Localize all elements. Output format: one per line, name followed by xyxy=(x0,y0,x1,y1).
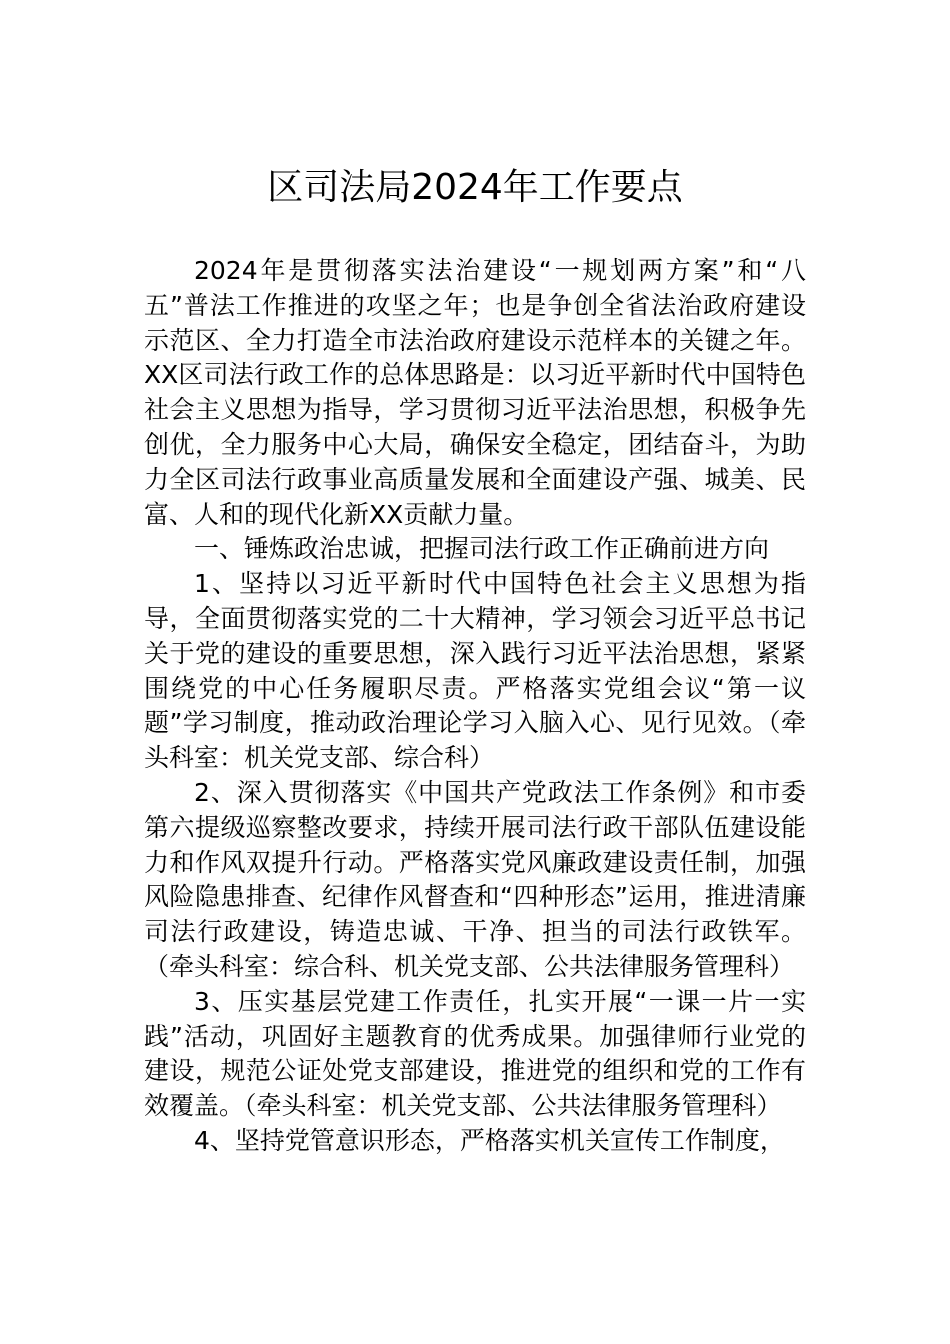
intro-paragraph: 2024年是贯彻落实法治建设“一规划两方案”和“八五”普法工作推进的攻坚之年；也是争创全省法治政府建设示范区、全力打造全市法治政府建设示范样本的关键之年。XX区司法行政工作的总体思路是：以习近平新时代中国特色社会主义思想为指导，学习贯彻习近平法治思想，积极争先创优，全力服务中心大局，确保安全稳定，团结奋斗，为助力全区司法行政事业高质量发展和全面建设产强、城美、民富、人和的现代化新XX贡献力量。 xyxy=(144,256,806,529)
item-paragraph-4: 4、坚持党管意识形态，严格落实机关宣传工作制度， xyxy=(194,1125,785,1155)
item-paragraph-2: 2、深入贯彻落实《中国共产党政法工作条例》和市委第六提级巡察整改要求，持续开展司法行政干部队伍建设能力和作风双提升行动。严格落实党风廉政建设责任制，加强风险隐患排查、纪律作风督查和“四种形态”运用，推进清廉司法行政建设，铸造忠诚、干净、担当的司法行政铁军。（牵头科室：综合科、机关党支部、公共法律服务管理科） xyxy=(144,777,806,981)
section-heading-1: 一、锤炼政治忠诚，把握司法行政工作正确前进方向 xyxy=(194,534,770,564)
document-body xyxy=(144,254,806,1159)
item-paragraph-1: 1、坚持以习近平新时代中国特色社会主义思想为指导，全面贯彻落实党的二十大精神，学习领会习近平总书记关于党的建设的重要思想，深入践行习近平法治思想，紧紧围绕党的中心任务履职尽责。严格落实党组会议“第一议题”学习制度，推动政治理论学习入脑入心、见行见效。（牵头科室：机关党支部、综合科） xyxy=(144,569,806,773)
item-paragraph-3: 3、压实基层党建工作责任，扎实开展“一课一片一实践”活动，巩固好主题教育的优秀成果。加强律师行业党的建设，规范公证处党支部建设，推进党的组织和党的工作有效覆盖。（牵头科室：机关党支部、公共法律服务管理科） xyxy=(144,986,806,1121)
document-title: 区司法局2024年工作要点 xyxy=(267,167,683,208)
